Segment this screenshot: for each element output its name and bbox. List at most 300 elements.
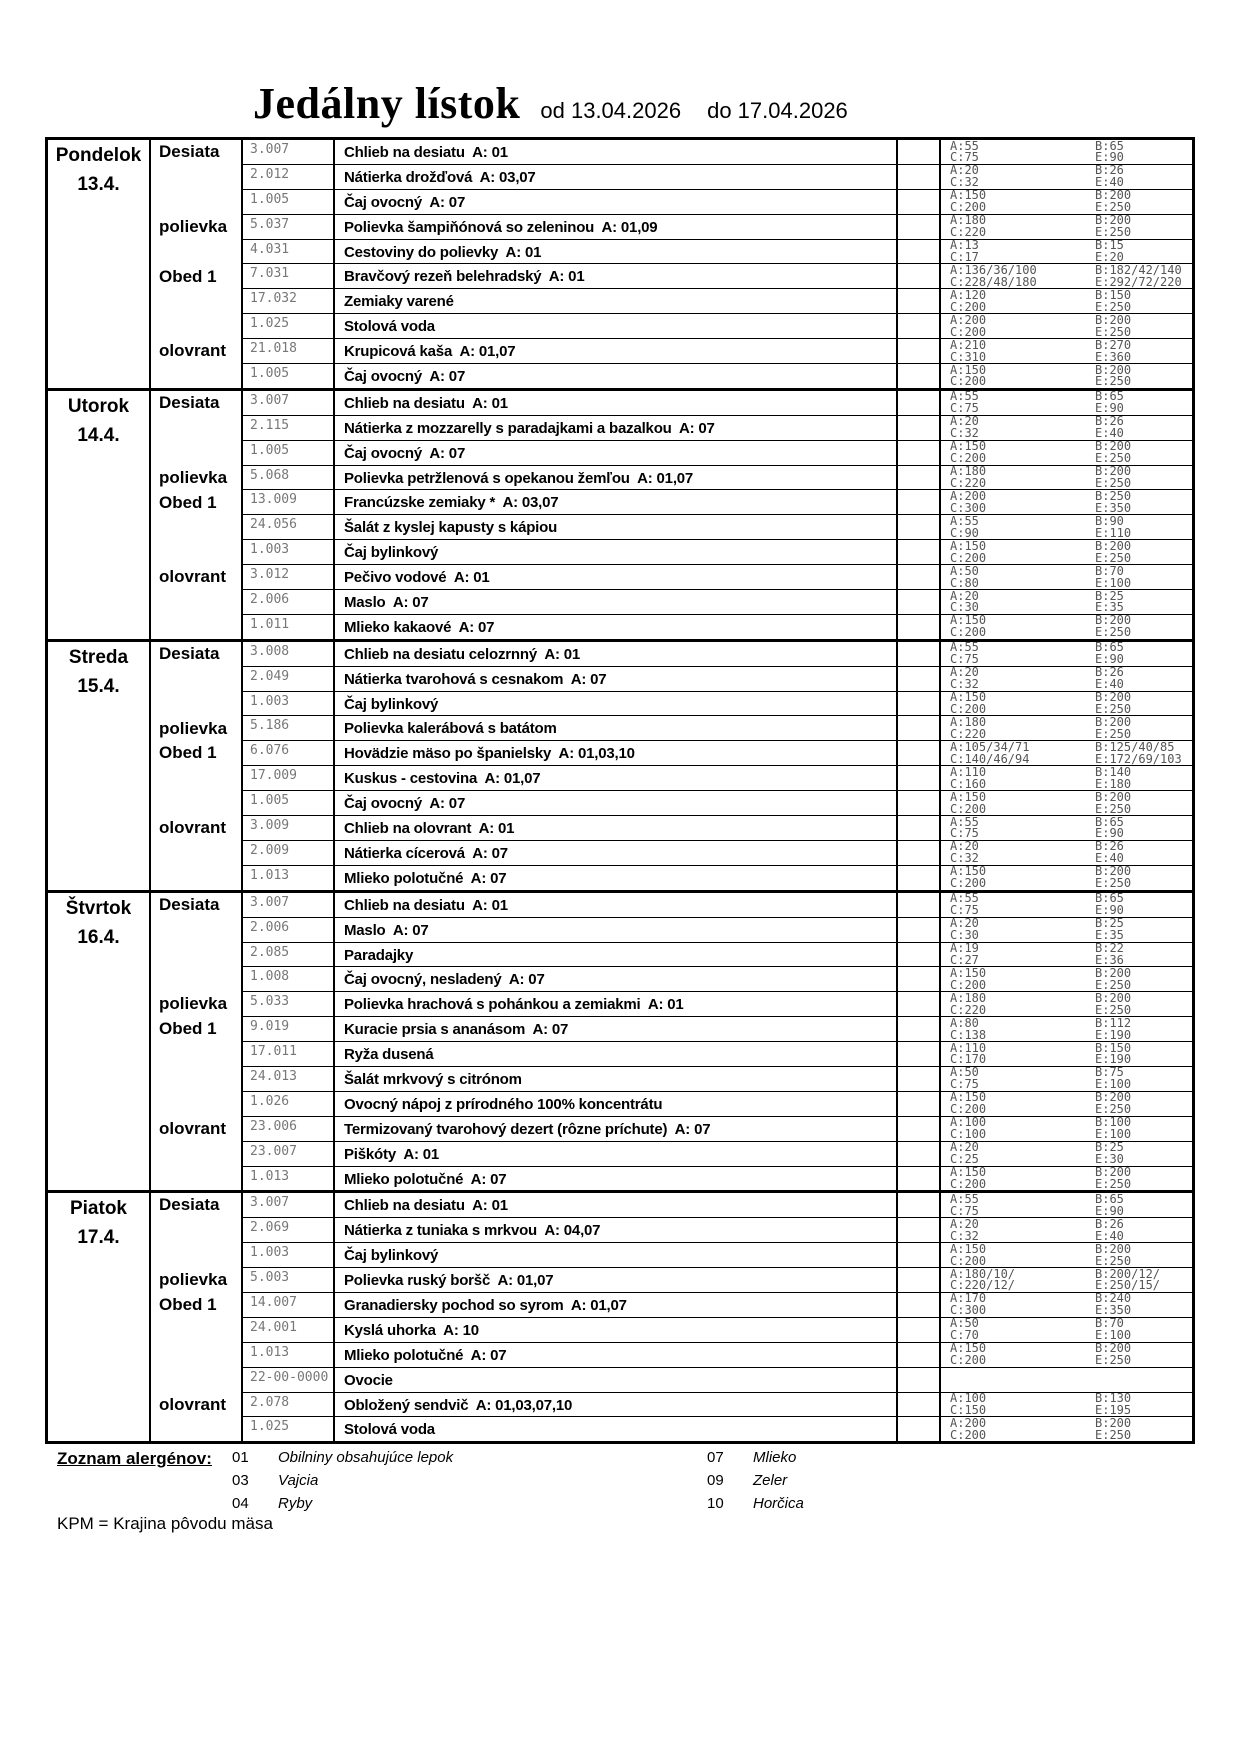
- kpm-cell: [898, 364, 941, 388]
- meal-column: [151, 1193, 243, 1441]
- kpm-cell: [898, 1268, 941, 1292]
- portion-c: C:220: [950, 225, 987, 239]
- portion-values: [941, 515, 1192, 539]
- portion-c: [950, 1380, 1095, 1392]
- portion-c: C:17: [950, 249, 979, 264]
- meal-label: olovrant: [159, 818, 227, 838]
- dish-code: 3.012: [243, 565, 335, 589]
- portion-values: [941, 1067, 1192, 1091]
- dish-name: Čaj ovocný A: 07: [335, 441, 898, 465]
- portion-c: C:220: [950, 1002, 987, 1017]
- dish-code: 24.056: [243, 515, 335, 539]
- dish-name: Chlieb na desiatu A: 01: [335, 893, 898, 917]
- portion-a: A:150: [950, 540, 987, 553]
- kpm-cell: [898, 240, 941, 264]
- kpm-cell: [898, 1193, 941, 1217]
- portion-c: C:75: [950, 1203, 979, 1218]
- portion-c: C:75: [950, 903, 979, 917]
- portion-e: E:40: [1095, 851, 1124, 865]
- menu-row: [243, 1017, 1192, 1042]
- dish-name: Granadiersky pochod so syrom A: 01,07: [335, 1293, 898, 1317]
- portion-c: C:75: [950, 1077, 979, 1091]
- dish-name: Šalát z kyslej kapusty s kápiou: [335, 515, 898, 539]
- portion-a: A:55: [950, 390, 979, 404]
- portion-values: [941, 1142, 1192, 1166]
- kpm-cell: [898, 1293, 941, 1317]
- portion-e: E:250: [1095, 1002, 1132, 1017]
- portion-e: E:250: [1095, 625, 1132, 639]
- portion-b: B:200: [1095, 716, 1132, 729]
- portion-values: [941, 565, 1192, 589]
- portion-b: B:90: [1095, 515, 1124, 528]
- allergen-name: Zeler: [753, 1472, 788, 1489]
- portion-c: C:32: [950, 175, 979, 189]
- dish-code: 2.012: [243, 165, 335, 189]
- day-section: [48, 391, 1192, 642]
- portion-b: B:200: [1095, 791, 1132, 804]
- menu-row: [243, 240, 1192, 265]
- portion-c: C:30: [950, 928, 979, 942]
- portion-values: [941, 391, 1192, 415]
- portion-e: E:250: [1095, 1253, 1132, 1268]
- portion-a: A:150: [950, 791, 987, 804]
- page-header: [253, 78, 848, 129]
- meal-label: polievka: [159, 1270, 228, 1290]
- portion-values: [941, 1167, 1192, 1191]
- menu-row: [243, 215, 1192, 240]
- portion-a: A:200: [950, 314, 987, 327]
- portion-e: E:250: [1095, 324, 1132, 339]
- menu-row: [243, 692, 1192, 717]
- portion-a: A:100: [950, 1116, 987, 1130]
- dish-name: Obložený sendvič A: 01,03,07,10: [335, 1393, 898, 1417]
- dish-code: 22-00-0000: [243, 1368, 335, 1392]
- portion-a: A:136/36/100: [950, 264, 1037, 277]
- allergen-name: Horčica: [753, 1495, 804, 1512]
- portion-values: [941, 540, 1192, 564]
- menu-row: [243, 1142, 1192, 1167]
- kpm-cell: [898, 565, 941, 589]
- portion-e: E:292/72/220: [1095, 274, 1182, 289]
- portion-c: C:32: [950, 851, 979, 865]
- portion-a: A:55: [950, 515, 979, 528]
- kpm-cell: [898, 264, 941, 288]
- dish-name: Ryža dusená: [335, 1042, 898, 1066]
- menu-table: [45, 137, 1195, 1444]
- portion-c: C:200: [950, 702, 987, 716]
- portion-e: E:250: [1095, 475, 1132, 490]
- portion-c: C:300: [950, 500, 987, 515]
- portion-c: C:200: [950, 876, 987, 890]
- portion-e: E:90: [1095, 1203, 1124, 1218]
- portion-e: E:250: [1095, 801, 1132, 816]
- dish-code: 1.013: [243, 1343, 335, 1367]
- portion-e: E:250: [1095, 550, 1132, 565]
- allergen-name: Obilniny obsahujúce lepok: [278, 1449, 454, 1466]
- kpm-cell: [898, 391, 941, 415]
- portion-a: A:150: [950, 440, 987, 454]
- kpm-cell: [898, 918, 941, 942]
- portion-b: B:200: [1095, 1417, 1132, 1430]
- portion-a: A:180: [950, 214, 987, 228]
- portion-values: [941, 289, 1192, 313]
- portion-values: [941, 240, 1192, 264]
- portion-a: A:80: [950, 1017, 979, 1030]
- kpm-cell: [898, 165, 941, 189]
- portion-a: A:180: [950, 992, 987, 1005]
- dish-code: 5.186: [243, 716, 335, 740]
- portion-e: E:250: [1095, 200, 1132, 214]
- day-name: Utorok: [67, 395, 130, 417]
- menu-row: [243, 1167, 1192, 1191]
- allergen-entry: [232, 1472, 453, 1495]
- menu-row: [243, 943, 1192, 968]
- dish-name: Čaj bylinkový: [335, 1243, 898, 1267]
- portion-a: A:110: [950, 1042, 987, 1055]
- dish-code: 3.009: [243, 816, 335, 840]
- meal-label: Obed 1: [159, 1019, 217, 1039]
- portion-e: E:250: [1095, 1427, 1132, 1442]
- day-cell: [48, 642, 151, 890]
- meal-label: olovrant: [159, 1118, 227, 1138]
- portion-a: A:150: [950, 614, 987, 628]
- portion-e: E:250: [1095, 876, 1132, 890]
- portion-values: [941, 741, 1192, 765]
- portion-e: E:250: [1095, 374, 1132, 388]
- portion-b: B:22: [1095, 942, 1124, 955]
- dish-code: 1.025: [243, 1417, 335, 1441]
- portion-a: A:210: [950, 339, 987, 352]
- menu-row: [243, 165, 1192, 190]
- portion-values: [941, 716, 1192, 740]
- kpm-cell: [898, 741, 941, 765]
- portion-c: C:100: [950, 1127, 987, 1141]
- dish-name: Čaj ovocný A: 07: [335, 190, 898, 214]
- dish-code: 5.003: [243, 1268, 335, 1292]
- dish-code: 2.009: [243, 841, 335, 865]
- portion-values: [941, 791, 1192, 815]
- portion-values: [941, 416, 1192, 440]
- allergen-entry: [232, 1449, 453, 1472]
- portion-values: [941, 967, 1192, 991]
- portion-c: C:25: [950, 1152, 979, 1166]
- portion-c: C:300: [950, 1303, 987, 1317]
- portion-values: [941, 1268, 1192, 1292]
- dish-code: 17.032: [243, 289, 335, 313]
- dish-name: Polievka petržlenová s opekanou žemľou A: 01,07: [335, 466, 898, 490]
- portion-b: B:65: [1095, 641, 1124, 655]
- dish-name: Nátierka cícerová A: 07: [335, 841, 898, 865]
- menu-row: [243, 490, 1192, 515]
- portion-c: C:150: [950, 1402, 987, 1417]
- portion-e: E:250: [1095, 1176, 1132, 1191]
- portion-values: [941, 1343, 1192, 1367]
- portion-b: B:240: [1095, 1292, 1132, 1306]
- kpm-cell: [898, 615, 941, 639]
- menu-row: [243, 841, 1192, 866]
- portion-c: C:200: [950, 1253, 987, 1268]
- day-cell: [48, 893, 151, 1191]
- dish-code: 1.003: [243, 692, 335, 716]
- portion-b: B:25: [1095, 1141, 1124, 1155]
- kpm-cell: [898, 642, 941, 666]
- portion-c: C:200: [950, 374, 987, 388]
- kpm-cell: [898, 1218, 941, 1242]
- menu-row: [243, 766, 1192, 791]
- kpm-cell: [898, 1393, 941, 1417]
- portion-a: A:55: [950, 140, 979, 153]
- portion-e: E:90: [1095, 652, 1124, 666]
- day-section: [48, 140, 1192, 391]
- portion-b: B:25: [1095, 917, 1124, 931]
- portion-b: B:75: [1095, 1066, 1124, 1080]
- portion-a: A:200: [950, 490, 987, 503]
- portion-b: B:65: [1095, 892, 1124, 906]
- meal-label: Obed 1: [159, 743, 217, 763]
- dish-name: Bravčový rezeň belehradský A: 01: [335, 264, 898, 288]
- portion-b: B:200: [1095, 1091, 1132, 1105]
- dish-code: 5.068: [243, 466, 335, 490]
- meal-label: Desiata: [159, 894, 220, 914]
- day-section: [48, 642, 1192, 893]
- day-date: 15.4.: [77, 675, 120, 697]
- dish-name: Čaj ovocný, nesladený A: 07: [335, 967, 898, 991]
- meal-label: polievka: [159, 467, 228, 487]
- portion-b: B:26: [1095, 666, 1124, 680]
- kpm-cell: [898, 692, 941, 716]
- menu-row: [243, 540, 1192, 565]
- menu-row: [243, 289, 1192, 314]
- portion-e: E:90: [1095, 826, 1124, 840]
- dish-name: Kyslá uhorka A: 10: [335, 1318, 898, 1342]
- allergen-name: Vajcia: [278, 1472, 319, 1489]
- portion-a: A:19: [950, 942, 979, 955]
- allergen-number: 03: [232, 1472, 249, 1489]
- portion-a: A:55: [950, 892, 979, 906]
- menu-row: [243, 441, 1192, 466]
- menu-row: [243, 893, 1192, 918]
- dish-name: Maslo A: 07: [335, 918, 898, 942]
- portion-b: B:65: [1095, 1193, 1124, 1206]
- menu-row: [243, 1193, 1192, 1218]
- portion-c: C:70: [950, 1328, 979, 1342]
- portion-values: [941, 590, 1192, 614]
- portion-c: C:200: [950, 1427, 987, 1442]
- kpm-cell: [898, 992, 941, 1016]
- day-name: Piatok: [69, 1198, 128, 1220]
- day-section: [48, 893, 1192, 1194]
- portion-values: [941, 1293, 1192, 1317]
- kpm-cell: [898, 1343, 941, 1367]
- menu-row: [243, 466, 1192, 491]
- dish-name: Ovocný nápoj z prírodného 100% koncentrátu: [335, 1092, 898, 1116]
- dish-name: Polievka ruský boršč A: 01,07: [335, 1268, 898, 1292]
- menu-row: [243, 416, 1192, 441]
- dish-name: Chlieb na desiatu A: 01: [335, 140, 898, 164]
- portion-a: A:20: [950, 1218, 979, 1231]
- kpm-cell: [898, 590, 941, 614]
- portion-values: [941, 1393, 1192, 1417]
- dish-name: Chlieb na desiatu A: 01: [335, 391, 898, 415]
- portion-values: [941, 893, 1192, 917]
- kpm-cell: [898, 1368, 941, 1392]
- portion-a: A:13: [950, 239, 979, 253]
- portion-c: C:30: [950, 600, 979, 614]
- dish-code: 3.007: [243, 893, 335, 917]
- allergen-number: 07: [707, 1449, 724, 1466]
- kpm-cell: [898, 667, 941, 691]
- dish-code: 2.078: [243, 1393, 335, 1417]
- menu-row: [243, 866, 1192, 890]
- portion-values: [941, 1042, 1192, 1066]
- portion-b: B:26: [1095, 1218, 1124, 1231]
- day-cell: [48, 391, 151, 639]
- portion-b: B:26: [1095, 840, 1124, 854]
- allergen-number: 01: [232, 1449, 249, 1466]
- menu-row: [243, 190, 1192, 215]
- portion-b: B:26: [1095, 415, 1124, 429]
- portion-c: C:200: [950, 451, 987, 465]
- kpm-cell: [898, 943, 941, 967]
- portion-a: A:55: [950, 816, 979, 829]
- day-cell: [48, 1193, 151, 1441]
- portion-values: [941, 314, 1192, 338]
- dish-name: Kuskus - cestovina A: 01,07: [335, 766, 898, 790]
- dish-name: Mlieko polotučné A: 07: [335, 866, 898, 890]
- portion-e: E:190: [1095, 1027, 1132, 1042]
- portion-e: E:350: [1095, 500, 1132, 515]
- portion-values: [941, 866, 1192, 890]
- portion-e: E:250: [1095, 726, 1132, 741]
- dish-code: 1.013: [243, 1167, 335, 1191]
- dish-code: 1.005: [243, 441, 335, 465]
- portion-e: E:30: [1095, 1152, 1124, 1166]
- portion-e: E:40: [1095, 1228, 1124, 1243]
- portion-c: C:200: [950, 200, 987, 214]
- portion-e: E:350: [1095, 1303, 1132, 1317]
- allergen-number: 04: [232, 1495, 249, 1512]
- dish-rows: [243, 642, 1192, 890]
- dish-rows: [243, 140, 1192, 388]
- kpm-cell: [898, 339, 941, 363]
- menu-row: [243, 590, 1192, 615]
- portion-e: E:20: [1095, 249, 1124, 264]
- portion-a: A:150: [950, 364, 987, 377]
- portion-values: [941, 490, 1192, 514]
- portion-b: B:200: [1095, 967, 1132, 980]
- dish-code: 2.085: [243, 943, 335, 967]
- portion-a: A:20: [950, 917, 979, 931]
- menu-row: [243, 741, 1192, 766]
- portion-a: A:20: [950, 415, 979, 429]
- meal-label: Desiata: [159, 142, 220, 161]
- portion-values: [941, 140, 1192, 164]
- portion-c: C:27: [950, 952, 979, 967]
- menu-row: [243, 1417, 1192, 1441]
- menu-row: [243, 1343, 1192, 1368]
- menu-row: [243, 716, 1192, 741]
- portion-b: B:200: [1095, 992, 1132, 1005]
- portion-a: A:150: [950, 691, 987, 705]
- menu-row: [243, 791, 1192, 816]
- portion-c: C:75: [950, 652, 979, 666]
- portion-a: A:20: [950, 1141, 979, 1155]
- meal-label: Desiata: [159, 1195, 220, 1215]
- portion-b: B:65: [1095, 140, 1124, 153]
- portion-b: B:182/42/140: [1095, 264, 1182, 277]
- kpm-cell: [898, 540, 941, 564]
- kpm-cell: [898, 441, 941, 465]
- menu-row: [243, 565, 1192, 590]
- portion-e: E:250/15/: [1095, 1278, 1161, 1292]
- portion-e: E:100: [1095, 1328, 1132, 1342]
- dish-code: 1.005: [243, 190, 335, 214]
- menu-row: [243, 391, 1192, 416]
- meal-label: Obed 1: [159, 1295, 217, 1314]
- menu-row: [243, 1268, 1192, 1293]
- portion-c: C:228/48/180: [950, 274, 1037, 289]
- menu-row: [243, 918, 1192, 943]
- portion-values: [941, 215, 1192, 239]
- portion-a: A:20: [950, 666, 979, 680]
- dish-name: Mlieko polotučné A: 07: [335, 1343, 898, 1367]
- meal-column: [151, 642, 243, 890]
- day-name: Štvrtok: [65, 897, 132, 919]
- portion-b: B:200: [1095, 214, 1132, 228]
- portion-values: [941, 642, 1192, 666]
- portion-values: [941, 766, 1192, 790]
- dish-name: Nátierka tvarohová s cesnakom A: 07: [335, 667, 898, 691]
- portion-e: E:100: [1095, 575, 1132, 590]
- portion-b: B:26: [1095, 164, 1124, 178]
- dish-name: Kuracie prsia s ananásom A: 07: [335, 1017, 898, 1041]
- dish-code: 17.011: [243, 1042, 335, 1066]
- dish-code: 7.031: [243, 264, 335, 288]
- portion-values: [941, 190, 1192, 214]
- portion-a: [950, 1368, 1095, 1380]
- portion-c: C:170: [950, 1052, 987, 1066]
- portion-a: A:50: [950, 565, 979, 578]
- menu-row: [243, 314, 1192, 339]
- dish-code: 6.076: [243, 741, 335, 765]
- day-name: Streda: [68, 646, 129, 668]
- portion-c: C:32: [950, 677, 979, 691]
- portion-e: E:190: [1095, 1052, 1132, 1066]
- dish-name: Stolová voda: [335, 1417, 898, 1441]
- portion-b: B:200: [1095, 1342, 1132, 1356]
- dish-name: Mlieko polotučné A: 07: [335, 1167, 898, 1191]
- portion-a: A:150: [950, 1166, 987, 1180]
- portion-b: B:112: [1095, 1017, 1132, 1030]
- portion-b: B:65: [1095, 390, 1124, 404]
- portion-values: [941, 1417, 1192, 1441]
- dish-code: 3.007: [243, 1193, 335, 1217]
- portion-values: [941, 466, 1192, 490]
- portion-b: B:200: [1095, 1166, 1132, 1180]
- dish-name: Piškóty A: 01: [335, 1142, 898, 1166]
- kpm-cell: [898, 893, 941, 917]
- portion-b: B:200: [1095, 465, 1132, 479]
- portion-values: [941, 1092, 1192, 1116]
- day-date: 16.4.: [77, 926, 120, 948]
- dish-name: Nátierka drožďová A: 03,07: [335, 165, 898, 189]
- meal-label: Desiata: [159, 392, 220, 412]
- portion-c: C:200: [950, 299, 987, 314]
- portion-b: B:200: [1095, 364, 1132, 377]
- kpm-cell: [898, 1067, 941, 1091]
- dish-name: Nátierka z mozzarelly s paradajkami a bazalkou A: 07: [335, 416, 898, 440]
- portion-a: A:55: [950, 641, 979, 655]
